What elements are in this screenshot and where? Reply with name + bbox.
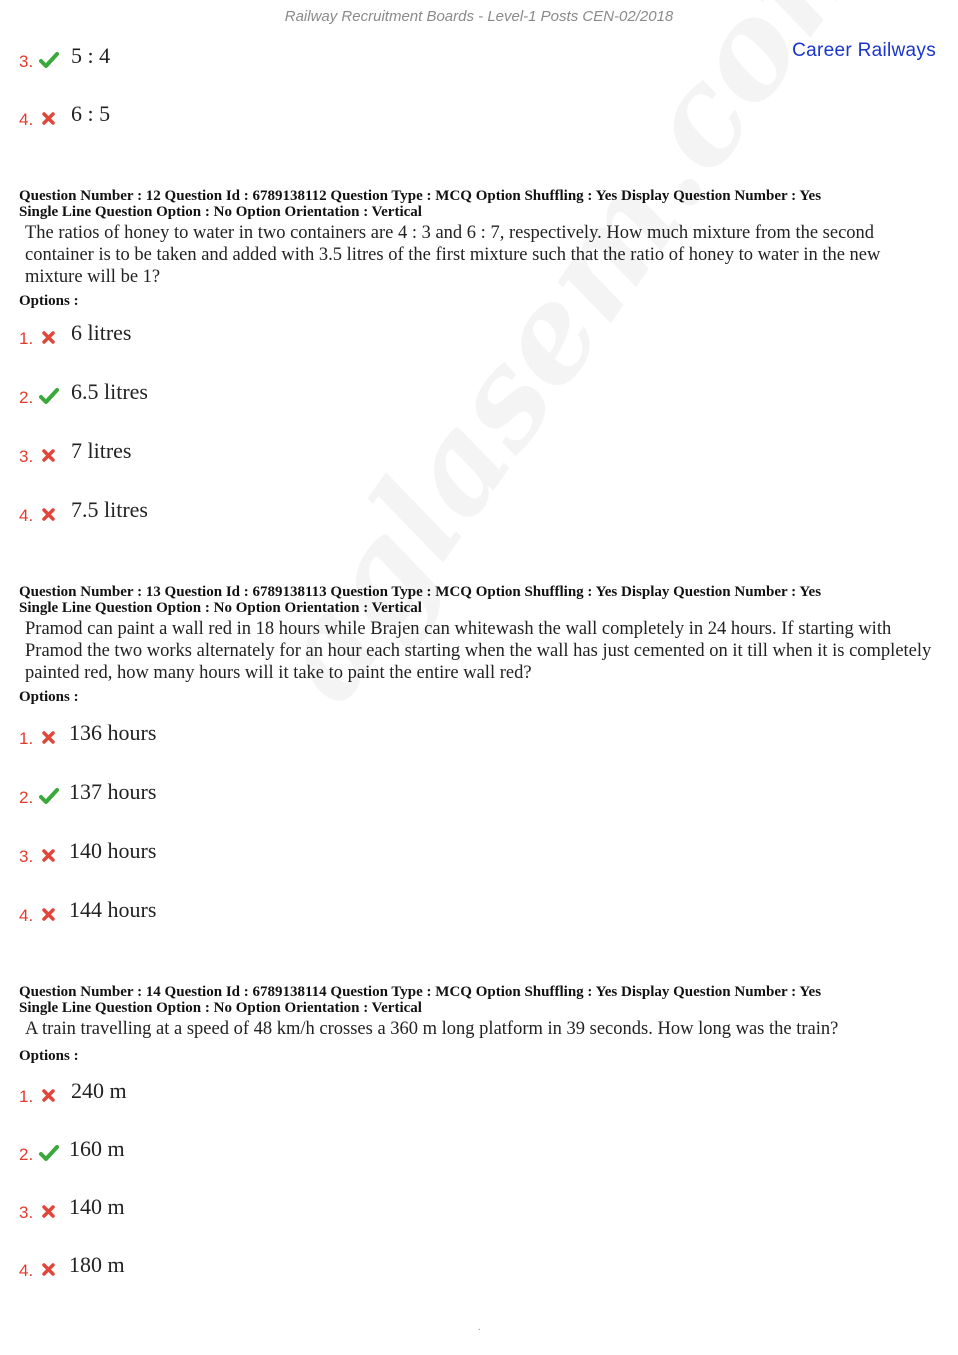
option-number: 4. <box>19 906 34 925</box>
check-icon <box>39 1143 59 1163</box>
option-text: 180 m <box>69 1252 125 1277</box>
question-block <box>19 188 939 310</box>
brand-label: Career Railways <box>792 40 936 61</box>
option-number: 1. <box>19 729 34 748</box>
options-label: Options : <box>19 689 79 705</box>
question-text: A train travelling at a speed of 48 km/h crosses a 360 m long platform in 39 seconds. How long was the train? <box>25 1019 839 1039</box>
option-number: 2. <box>19 1145 34 1164</box>
cross-icon <box>39 1259 59 1279</box>
cross-icon <box>39 1201 59 1221</box>
option-number: 2. <box>19 788 34 807</box>
question-text: Pramod can paint a wall red in 18 hours while Brajen can whitewash the wall completely in 24 hours. If starting with Pramod the two works alternately for an hour each starting when the wall has just cemented on it till when it is completely painted red, how many hours will it take to paint the entire wall red? <box>25 619 932 683</box>
option-number: 1. <box>19 1087 34 1106</box>
option-text: 7 litres <box>71 438 132 463</box>
option-number: 3. <box>19 447 34 466</box>
option-number: 4. <box>19 110 34 129</box>
question-meta: Question Number : 14 Question Id : 6789138114 Question Type : MCQ Option Shuffling : Yes Display Question Number : Yes <box>19 984 822 1000</box>
check-icon <box>39 386 59 406</box>
question-meta-options: Single Line Question Option : No Option Orientation : Vertical <box>19 600 422 616</box>
cross-icon <box>39 727 59 747</box>
option-text: 6 litres <box>71 320 132 345</box>
option-text: 5 : 4 <box>71 43 111 68</box>
option-number: 2. <box>19 388 34 407</box>
question-block <box>19 584 939 706</box>
question-meta: Question Number : 12 Question Id : 6789138112 Question Type : MCQ Option Shuffling : Yes Display Question Number : Yes <box>19 188 822 204</box>
page-header: Railway Recruitment Boards - Level-1 Posts CEN-02/2018 <box>284 8 674 25</box>
cross-icon <box>39 108 59 128</box>
options-label: Options : <box>19 1048 79 1064</box>
question-meta-options: Single Line Question Option : No Option Orientation : Vertical <box>19 204 422 220</box>
option-text: 137 hours <box>69 779 157 804</box>
option-text: 6.5 litres <box>71 379 148 404</box>
option-text: 140 m <box>69 1194 125 1219</box>
option-number: 1. <box>19 329 34 348</box>
option-number: 4. <box>19 1261 34 1280</box>
options-label: Options : <box>19 293 79 309</box>
question-block <box>19 984 939 1065</box>
option-number: 3. <box>19 52 34 71</box>
cross-icon <box>39 504 59 524</box>
question-text: The ratios of honey to water in two containers are 4 : 3 and 6 : 7, respectively. How much mixture from the second container is to be taken and added with 3.5 litres of the first mixture such that the ratio of honey to water in the new mixture will be 1? <box>25 223 881 287</box>
check-icon <box>39 786 59 806</box>
option-text: 240 m <box>71 1078 127 1103</box>
option-text: 6 : 5 <box>71 101 111 126</box>
option-text: 136 hours <box>69 720 157 745</box>
option-number: 3. <box>19 1203 34 1222</box>
check-icon <box>39 50 59 70</box>
footer-dot: . <box>478 1322 481 1333</box>
option-number: 4. <box>19 506 34 525</box>
question-meta: Question Number : 13 Question Id : 6789138113 Question Type : MCQ Option Shuffling : Yes Display Question Number : Yes <box>19 584 822 600</box>
cross-icon <box>39 327 59 347</box>
cross-icon <box>39 904 59 924</box>
cross-icon <box>39 1085 59 1105</box>
question-meta-options: Single Line Question Option : No Option Orientation : Vertical <box>19 1000 422 1016</box>
option-text: 7.5 litres <box>71 497 148 522</box>
cross-icon <box>39 445 59 465</box>
option-text: 144 hours <box>69 897 157 922</box>
cross-icon <box>39 845 59 865</box>
option-text: 160 m <box>69 1136 125 1161</box>
option-number: 3. <box>19 847 34 866</box>
option-text: 140 hours <box>69 838 157 863</box>
